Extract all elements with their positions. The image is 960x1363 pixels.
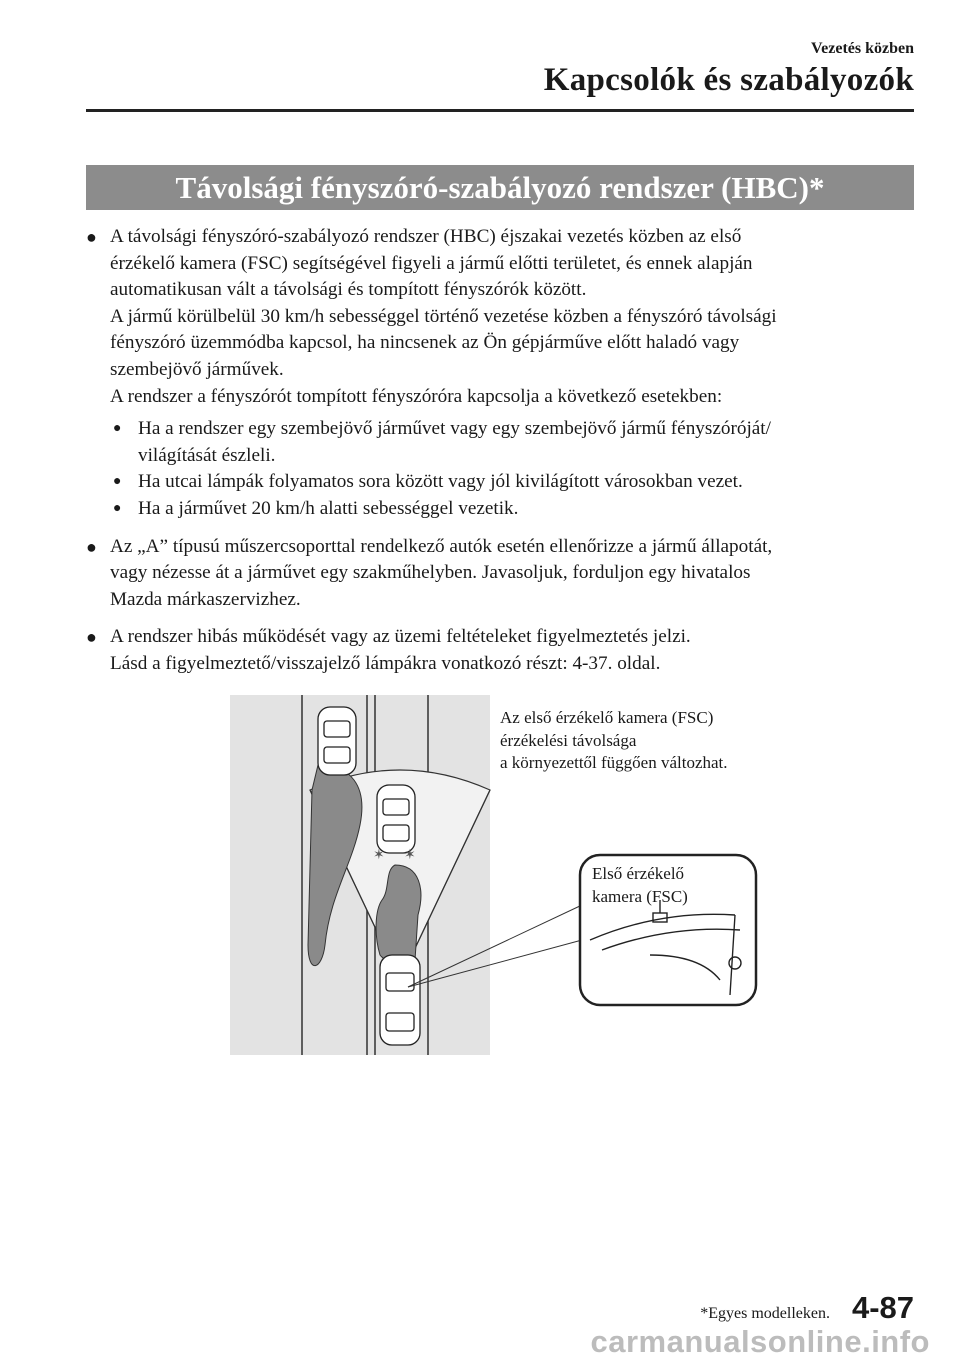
svg-text:✶: ✶ [373,847,385,863]
text-line: érzékelési távolsága [500,730,637,750]
section-title: Távolsági fényszóró-szabályozó rendszer (HBC)* [175,169,825,205]
bullet-icon: ● [86,627,97,648]
text-line: a környezettől függően változhat. [500,753,728,772]
text-line: világítását észleli. [138,444,276,466]
sub-item-3 [86,496,916,523]
footnote: *Egyes modelleken. [700,1305,830,1322]
section-header: Vezetés közben [811,40,914,57]
watermark: carmanualsonline.info [590,1324,930,1359]
bullet-icon: ● [86,536,97,557]
text-line: Mazda márkaszervizhez. [110,588,301,610]
small-bullet-icon: ● [113,421,122,437]
content-body [86,224,916,678]
bullet-item-3 [86,624,916,677]
header-rule [86,109,914,112]
text-line: Az „A” típusú műszercsoporttal rendelkező autók esetén ellenőrizze a jármű állapotát, [110,535,773,557]
text-line: automatikusan vált a távolsági és tompított fényszórók között. [110,279,587,301]
page-number: 4-87 [851,1290,914,1325]
bullet-icon: ● [86,227,97,247]
text-line: Ha utcai lámpák folyamatos sora között vagy jól kivilágított városokban vezet. [138,471,743,493]
text-line: Ha a járművet 20 km/h alatti sebességgel vezetik. [138,497,519,519]
small-bullet-icon: ● [113,500,122,516]
text-line: A rendszer hibás működését vagy az üzemi feltételeket figyelmeztetés jelzi. [110,626,691,648]
text-line: kamera (FSC) [592,886,688,906]
small-bullet-icon: ● [113,474,122,490]
oncoming-car [318,707,356,775]
text-line: Ha a rendszer egy szembejövő járművet vagy egy szembejövő jármű fényszóróját/ [138,418,771,440]
bullet-item-1 [86,224,916,410]
chapter-header: Kapcsolók és szabályozók [543,62,914,98]
text-line: Lásd a figyelmeztető/visszajelző lámpákra vonatkozó részt: 4-37. oldal. [110,652,661,674]
text-line: A rendszer a fényszórót tompított fényszóróra kapcsolja a következő esetekben: [110,385,723,407]
camera-label [592,863,688,908]
hbc-diagram [230,695,762,1055]
svg-text:✶: ✶ [404,847,416,863]
text-line: szembejövő járművek. [110,358,284,380]
own-car [380,955,420,1045]
bullet-item-2 [86,534,916,614]
text-line: Az első érzékelő kamera (FSC) [500,708,714,727]
range-note [500,707,728,775]
text-line: Első érzékelő [592,864,685,883]
section-title-bar [86,165,914,210]
text-line: vagy nézesse át a járművet egy szakműhelyben. Javasoljuk, forduljon egy hivatalos [110,562,751,584]
preceding-car [377,785,415,853]
sub-item-2 [86,469,916,496]
sub-item-1 [86,416,916,469]
text-line: A jármű körülbelül 30 km/h sebességgel történő vezetése közben a fényszóró távolsági [110,305,777,327]
text-line: A távolsági fényszóró-szabályozó rendszer (HBC) éjszakai vezetés közben az első [110,226,742,247]
text-line: érzékelő kamera (FSC) segítségével figyeli a jármű előtti területet, és ennek alapján [110,252,753,274]
text-line: fényszóró üzemmódba kapcsol, ha nincsenek az Ön gépjárműve előtt haladó vagy [110,332,740,354]
